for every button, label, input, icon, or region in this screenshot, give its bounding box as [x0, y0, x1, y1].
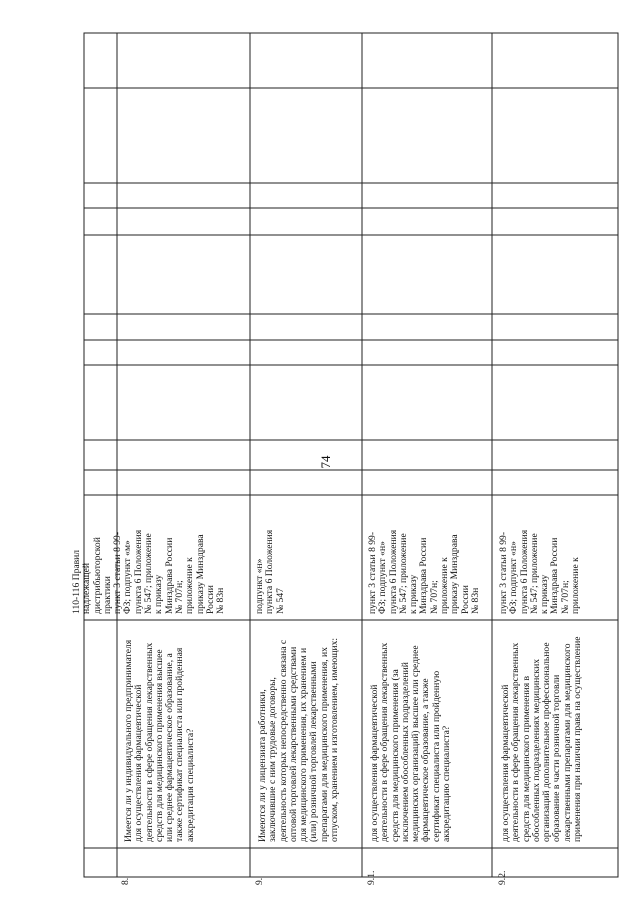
row-number: 9.2.: [497, 870, 508, 885]
row-number: 9.1.: [366, 870, 377, 885]
row-reference: подпункт «н» пункта 6 Положения № 547: [254, 529, 286, 614]
row-reference: 110-116 Правил надлежащей дистрибьюторской практики пункт 3 статьи 8 99- ФЗ; подпункт «м» пункта 6 Положения № 547; приложение к приказу Минздрава России № 707н; приложение к приказу Минздрава России № 83н: [71, 529, 227, 614]
row-question: Имеются ли у лицензиата работники, заключившие с ним трудовые договоры, деятельность которых непосредственно связана с оптовой торговлей лекарственными средствами для медицинского применения, их хранением и (или) розничной торговлей лекарственными препаратами для медицинского применения, их отпуском, хранением и изготовлением, имеющих:: [257, 637, 341, 842]
row-question: для осуществления фармацевтической деятельности в сфере обращения лекарственных средств для медицинского применения в обособленных подразделениях медицинских организаций дополнительное профессиональное образование в части розничной торговли лекарственными препаратами для медицинского применения при наличии права на осуществление: [500, 636, 584, 842]
row-question: Имеется ли у индивидуального предпринимателя для осуществления фармацевтической деятельности в сфере обращения лекарственных средств для медицинского применения высшее или среднее фармацевтическое образование, а также сертификат специалиста или пройденная аккредитация специалиста?: [123, 639, 196, 842]
row-reference: пункт 3 статьи 8 99- ФЗ; подпункт «н» пункта 6 Положения № 547; приложение к приказу Минздрава России № 707н; приложение к: [498, 529, 582, 614]
row-number: 9.: [254, 877, 265, 885]
page-number: 74: [318, 455, 333, 469]
row-question: для осуществления фармацевтической деятельности в сфере обращения лекарственных средств для медицинского применения (за исключением обособленных подразделений медицинских организаций) высшее или среднее фармацевтическое образование, а также сертификат специалиста или пройденную аккредитацию специалиста?: [369, 642, 453, 842]
row-number: 8.: [120, 877, 131, 885]
row-reference: пункт 3 статьи 8 99- ФЗ; подпункт «н» пункта 6 Положения № 547; приложение к приказу Минздрава России № 707н; приложение к приказу Минздрава России № 83н: [367, 529, 481, 614]
